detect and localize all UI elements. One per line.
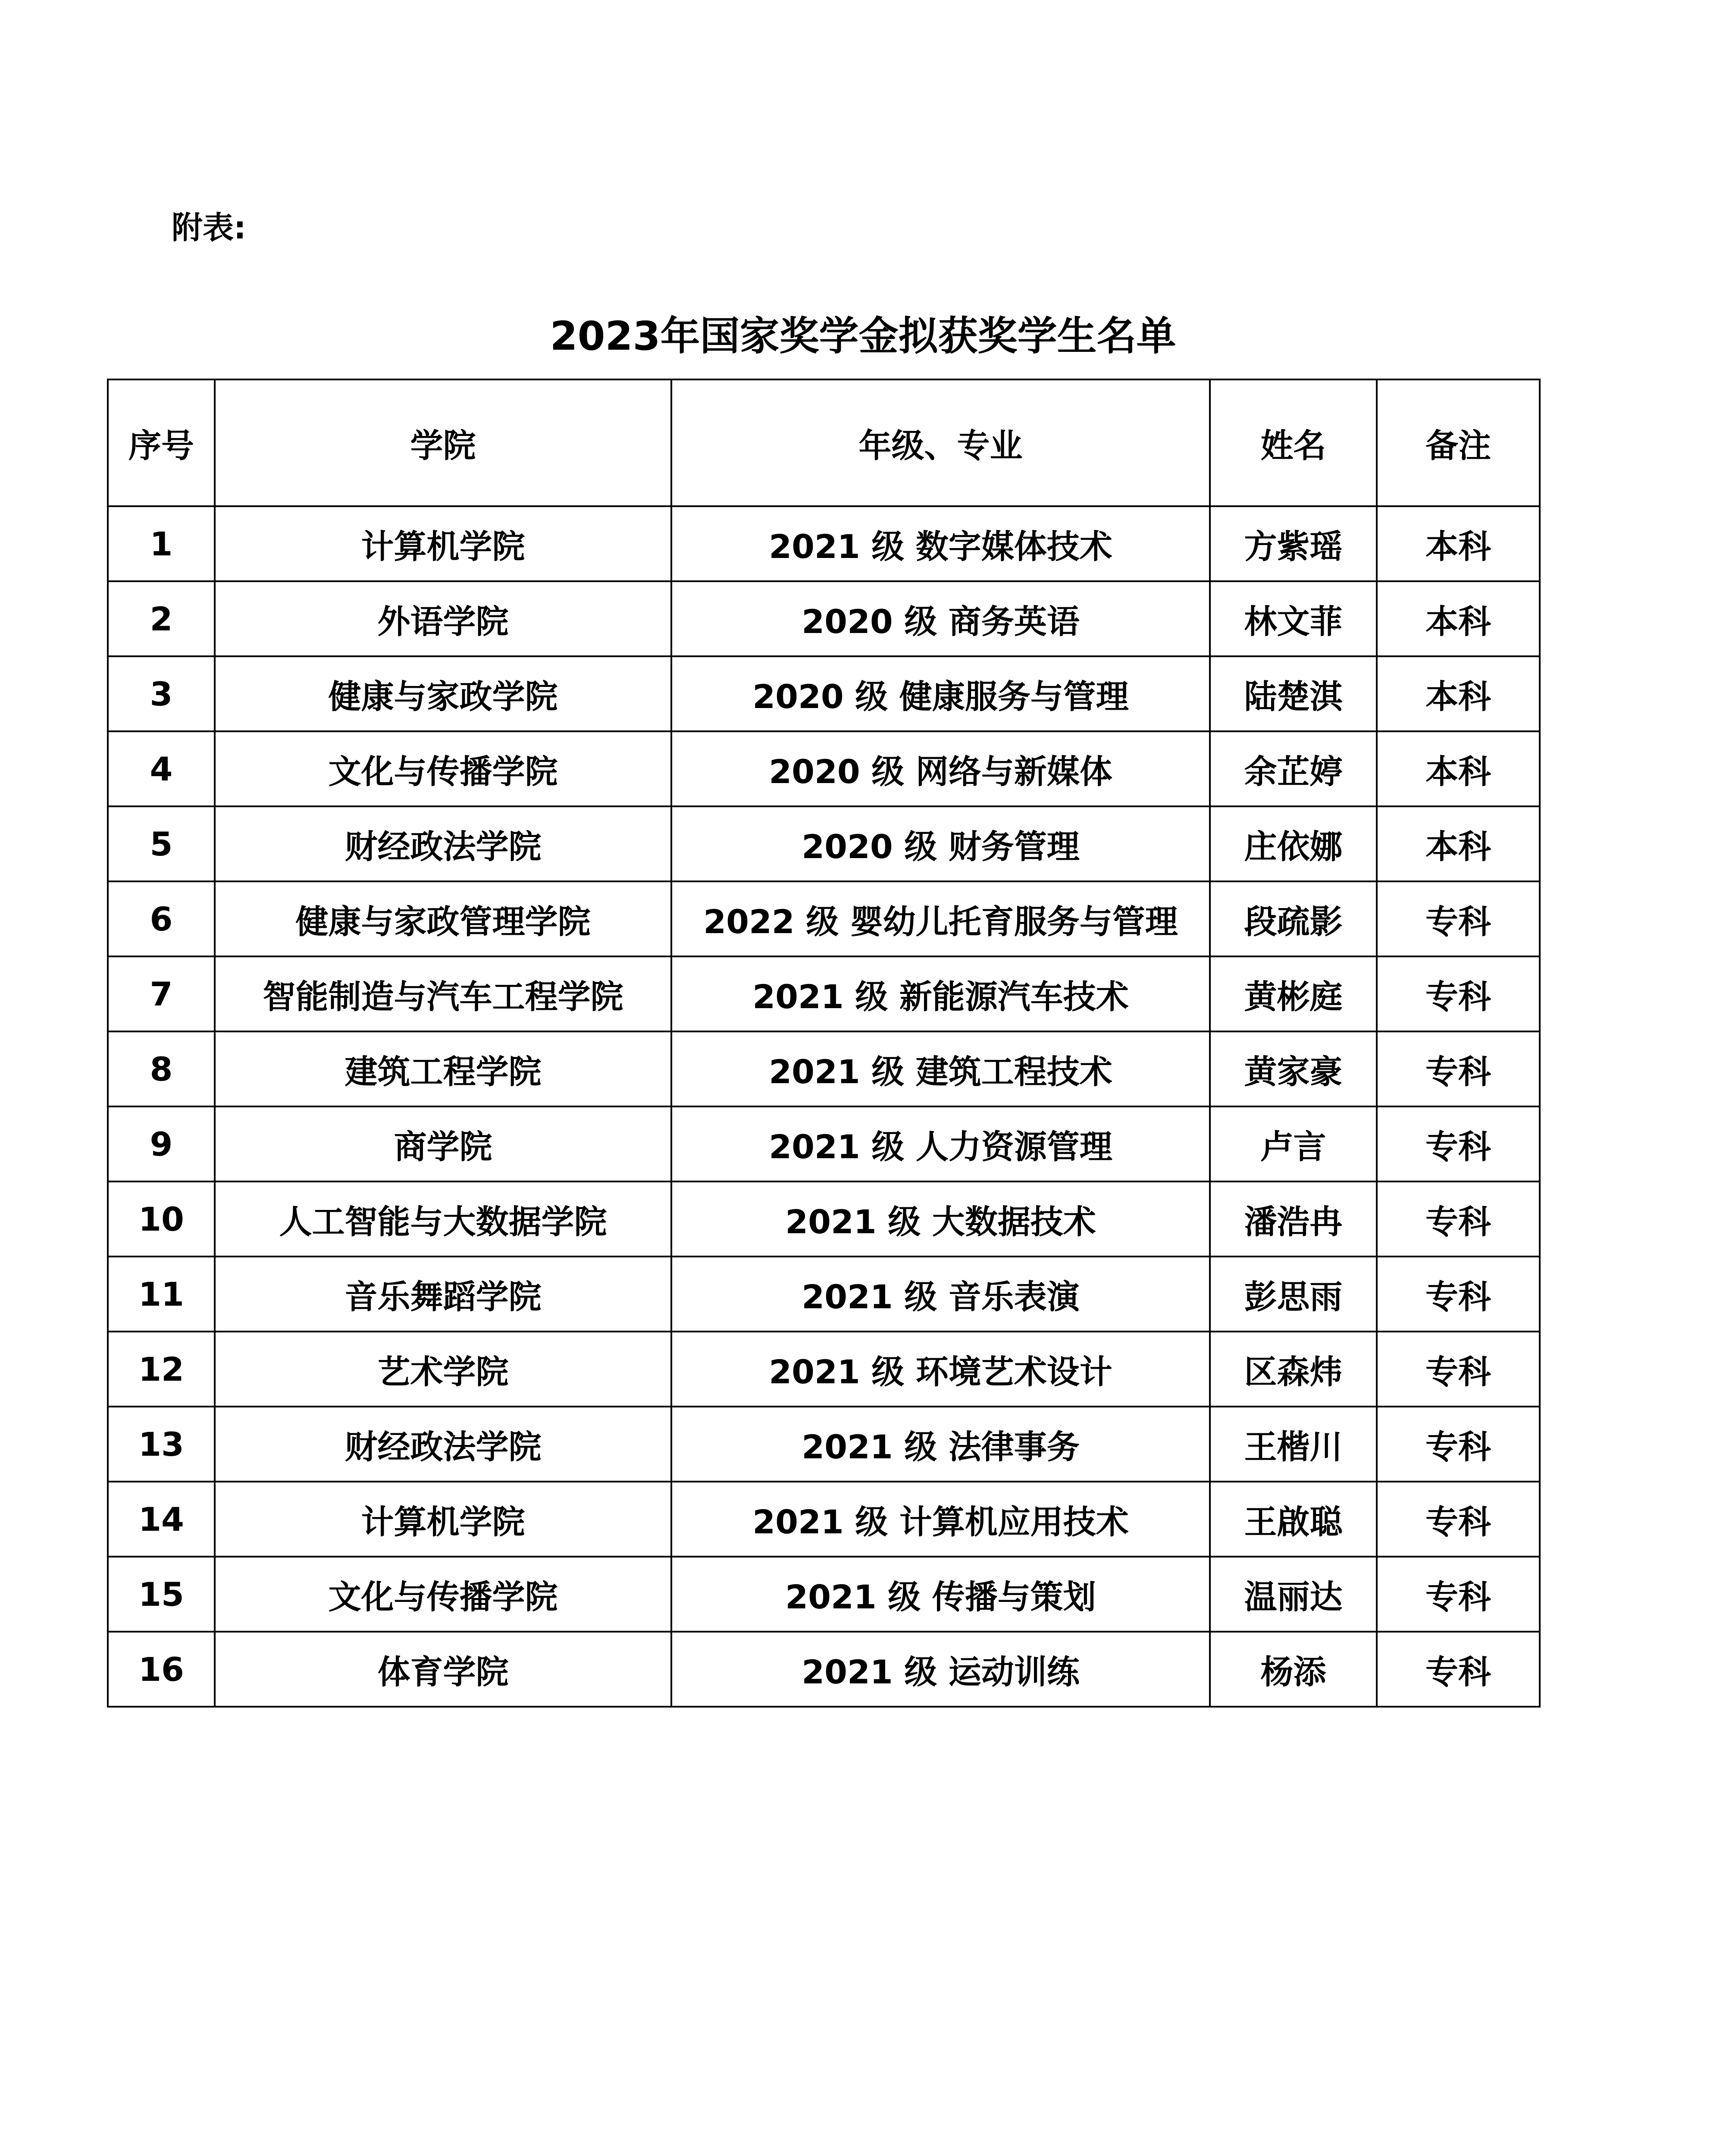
table-row (108, 1632, 1540, 1707)
cell-college: 智能制造与汽车工程学院 (215, 956, 671, 1031)
cell-note: 专科 (1377, 1031, 1540, 1106)
cell-no: 12 (108, 1332, 215, 1407)
cell-college: 商学院 (215, 1106, 671, 1181)
cell-college: 体育学院 (215, 1632, 671, 1707)
cell-major: 2022 级 婴幼儿托育服务与管理 (671, 881, 1210, 956)
cell-name: 卢言 (1210, 1106, 1377, 1181)
cell-no: 10 (108, 1181, 215, 1257)
cell-no: 14 (108, 1482, 215, 1557)
cell-major: 2021 级 计算机应用技术 (671, 1482, 1210, 1557)
table-row (108, 506, 1540, 581)
cell-no: 2 (108, 581, 215, 656)
cell-name: 杨添 (1210, 1632, 1377, 1707)
cell-note: 专科 (1377, 1106, 1540, 1181)
cell-college: 健康与家政管理学院 (215, 881, 671, 956)
table-row (108, 956, 1540, 1031)
cell-no: 13 (108, 1407, 215, 1482)
cell-major: 2021 级 新能源汽车技术 (671, 956, 1210, 1031)
cell-name: 庄依娜 (1210, 806, 1377, 881)
cell-no: 8 (108, 1031, 215, 1106)
cell-major: 2021 级 运动训练 (671, 1632, 1210, 1707)
cell-major: 2021 级 大数据技术 (671, 1181, 1210, 1257)
cell-name: 林文菲 (1210, 581, 1377, 656)
table-row (108, 1332, 1540, 1407)
cell-note: 专科 (1377, 1407, 1540, 1482)
cell-note: 专科 (1377, 1557, 1540, 1632)
cell-college: 文化与传播学院 (215, 1557, 671, 1632)
cell-major: 2021 级 人力资源管理 (671, 1106, 1210, 1181)
cell-college: 财经政法学院 (215, 806, 671, 881)
cell-no: 11 (108, 1257, 215, 1332)
cell-major: 2020 级 健康服务与管理 (671, 656, 1210, 731)
table-row (108, 1181, 1540, 1257)
table-row (108, 581, 1540, 656)
cell-name: 王啟聪 (1210, 1482, 1377, 1557)
cell-name: 黄彬庭 (1210, 956, 1377, 1031)
cell-note: 本科 (1377, 581, 1540, 656)
column-header-no: 序号 (108, 379, 215, 506)
table-row (108, 881, 1540, 956)
cell-no: 6 (108, 881, 215, 956)
table-row (108, 1031, 1540, 1106)
column-header-college: 学院 (215, 379, 671, 506)
cell-note: 本科 (1377, 506, 1540, 581)
cell-name: 温丽达 (1210, 1557, 1377, 1632)
cell-no: 15 (108, 1557, 215, 1632)
cell-note: 本科 (1377, 656, 1540, 731)
column-header-note: 备注 (1377, 379, 1540, 506)
cell-college: 计算机学院 (215, 1482, 671, 1557)
cell-name: 王楷川 (1210, 1407, 1377, 1482)
table-row (108, 731, 1540, 806)
cell-name: 黄家豪 (1210, 1031, 1377, 1106)
cell-major: 2021 级 环境艺术设计 (671, 1332, 1210, 1407)
cell-major: 2020 级 网络与新媒体 (671, 731, 1210, 806)
cell-major: 2021 级 建筑工程技术 (671, 1031, 1210, 1106)
cell-note: 专科 (1377, 1482, 1540, 1557)
cell-college: 外语学院 (215, 581, 671, 656)
cell-note: 本科 (1377, 731, 1540, 806)
cell-no: 3 (108, 656, 215, 731)
cell-note: 专科 (1377, 881, 1540, 956)
table-row (108, 656, 1540, 731)
table-row (108, 806, 1540, 881)
cell-name: 彭思雨 (1210, 1257, 1377, 1332)
table-row (108, 1407, 1540, 1482)
scholarship-table (107, 379, 1541, 1708)
cell-college: 财经政法学院 (215, 1407, 671, 1482)
cell-no: 4 (108, 731, 215, 806)
cell-college: 音乐舞蹈学院 (215, 1257, 671, 1332)
cell-note: 专科 (1377, 1632, 1540, 1707)
table-header-row (108, 379, 1540, 506)
cell-note: 专科 (1377, 956, 1540, 1031)
table-row (108, 1557, 1540, 1632)
cell-note: 专科 (1377, 1181, 1540, 1257)
cell-note: 专科 (1377, 1332, 1540, 1407)
cell-college: 艺术学院 (215, 1332, 671, 1407)
cell-note: 专科 (1377, 1257, 1540, 1332)
table-row (108, 1257, 1540, 1332)
cell-college: 文化与传播学院 (215, 731, 671, 806)
cell-major: 2021 级 数字媒体技术 (671, 506, 1210, 581)
cell-no: 16 (108, 1632, 215, 1707)
cell-name: 方紫瑶 (1210, 506, 1377, 581)
cell-major: 2021 级 音乐表演 (671, 1257, 1210, 1332)
cell-name: 区森炜 (1210, 1332, 1377, 1407)
attachment-label: 附表: (172, 210, 246, 246)
cell-college: 建筑工程学院 (215, 1031, 671, 1106)
cell-no: 5 (108, 806, 215, 881)
cell-name: 陆楚淇 (1210, 656, 1377, 731)
cell-major: 2020 级 商务英语 (671, 581, 1210, 656)
cell-major: 2021 级 法律事务 (671, 1407, 1210, 1482)
table-row (108, 1106, 1540, 1181)
column-header-name: 姓名 (1210, 379, 1377, 506)
cell-college: 人工智能与大数据学院 (215, 1181, 671, 1257)
page-title: 2023年国家奖学金拟获奖学生名单 (550, 313, 1176, 359)
cell-college: 健康与家政学院 (215, 656, 671, 731)
table-row (108, 1482, 1540, 1557)
cell-major: 2021 级 传播与策划 (671, 1557, 1210, 1632)
cell-major: 2020 级 财务管理 (671, 806, 1210, 881)
cell-name: 段疏影 (1210, 881, 1377, 956)
cell-note: 本科 (1377, 806, 1540, 881)
cell-name: 潘浩冉 (1210, 1181, 1377, 1257)
cell-college: 计算机学院 (215, 506, 671, 581)
cell-name: 余芷婷 (1210, 731, 1377, 806)
cell-no: 7 (108, 956, 215, 1031)
cell-no: 9 (108, 1106, 215, 1181)
column-header-major: 年级、专业 (671, 379, 1210, 506)
cell-no: 1 (108, 506, 215, 581)
